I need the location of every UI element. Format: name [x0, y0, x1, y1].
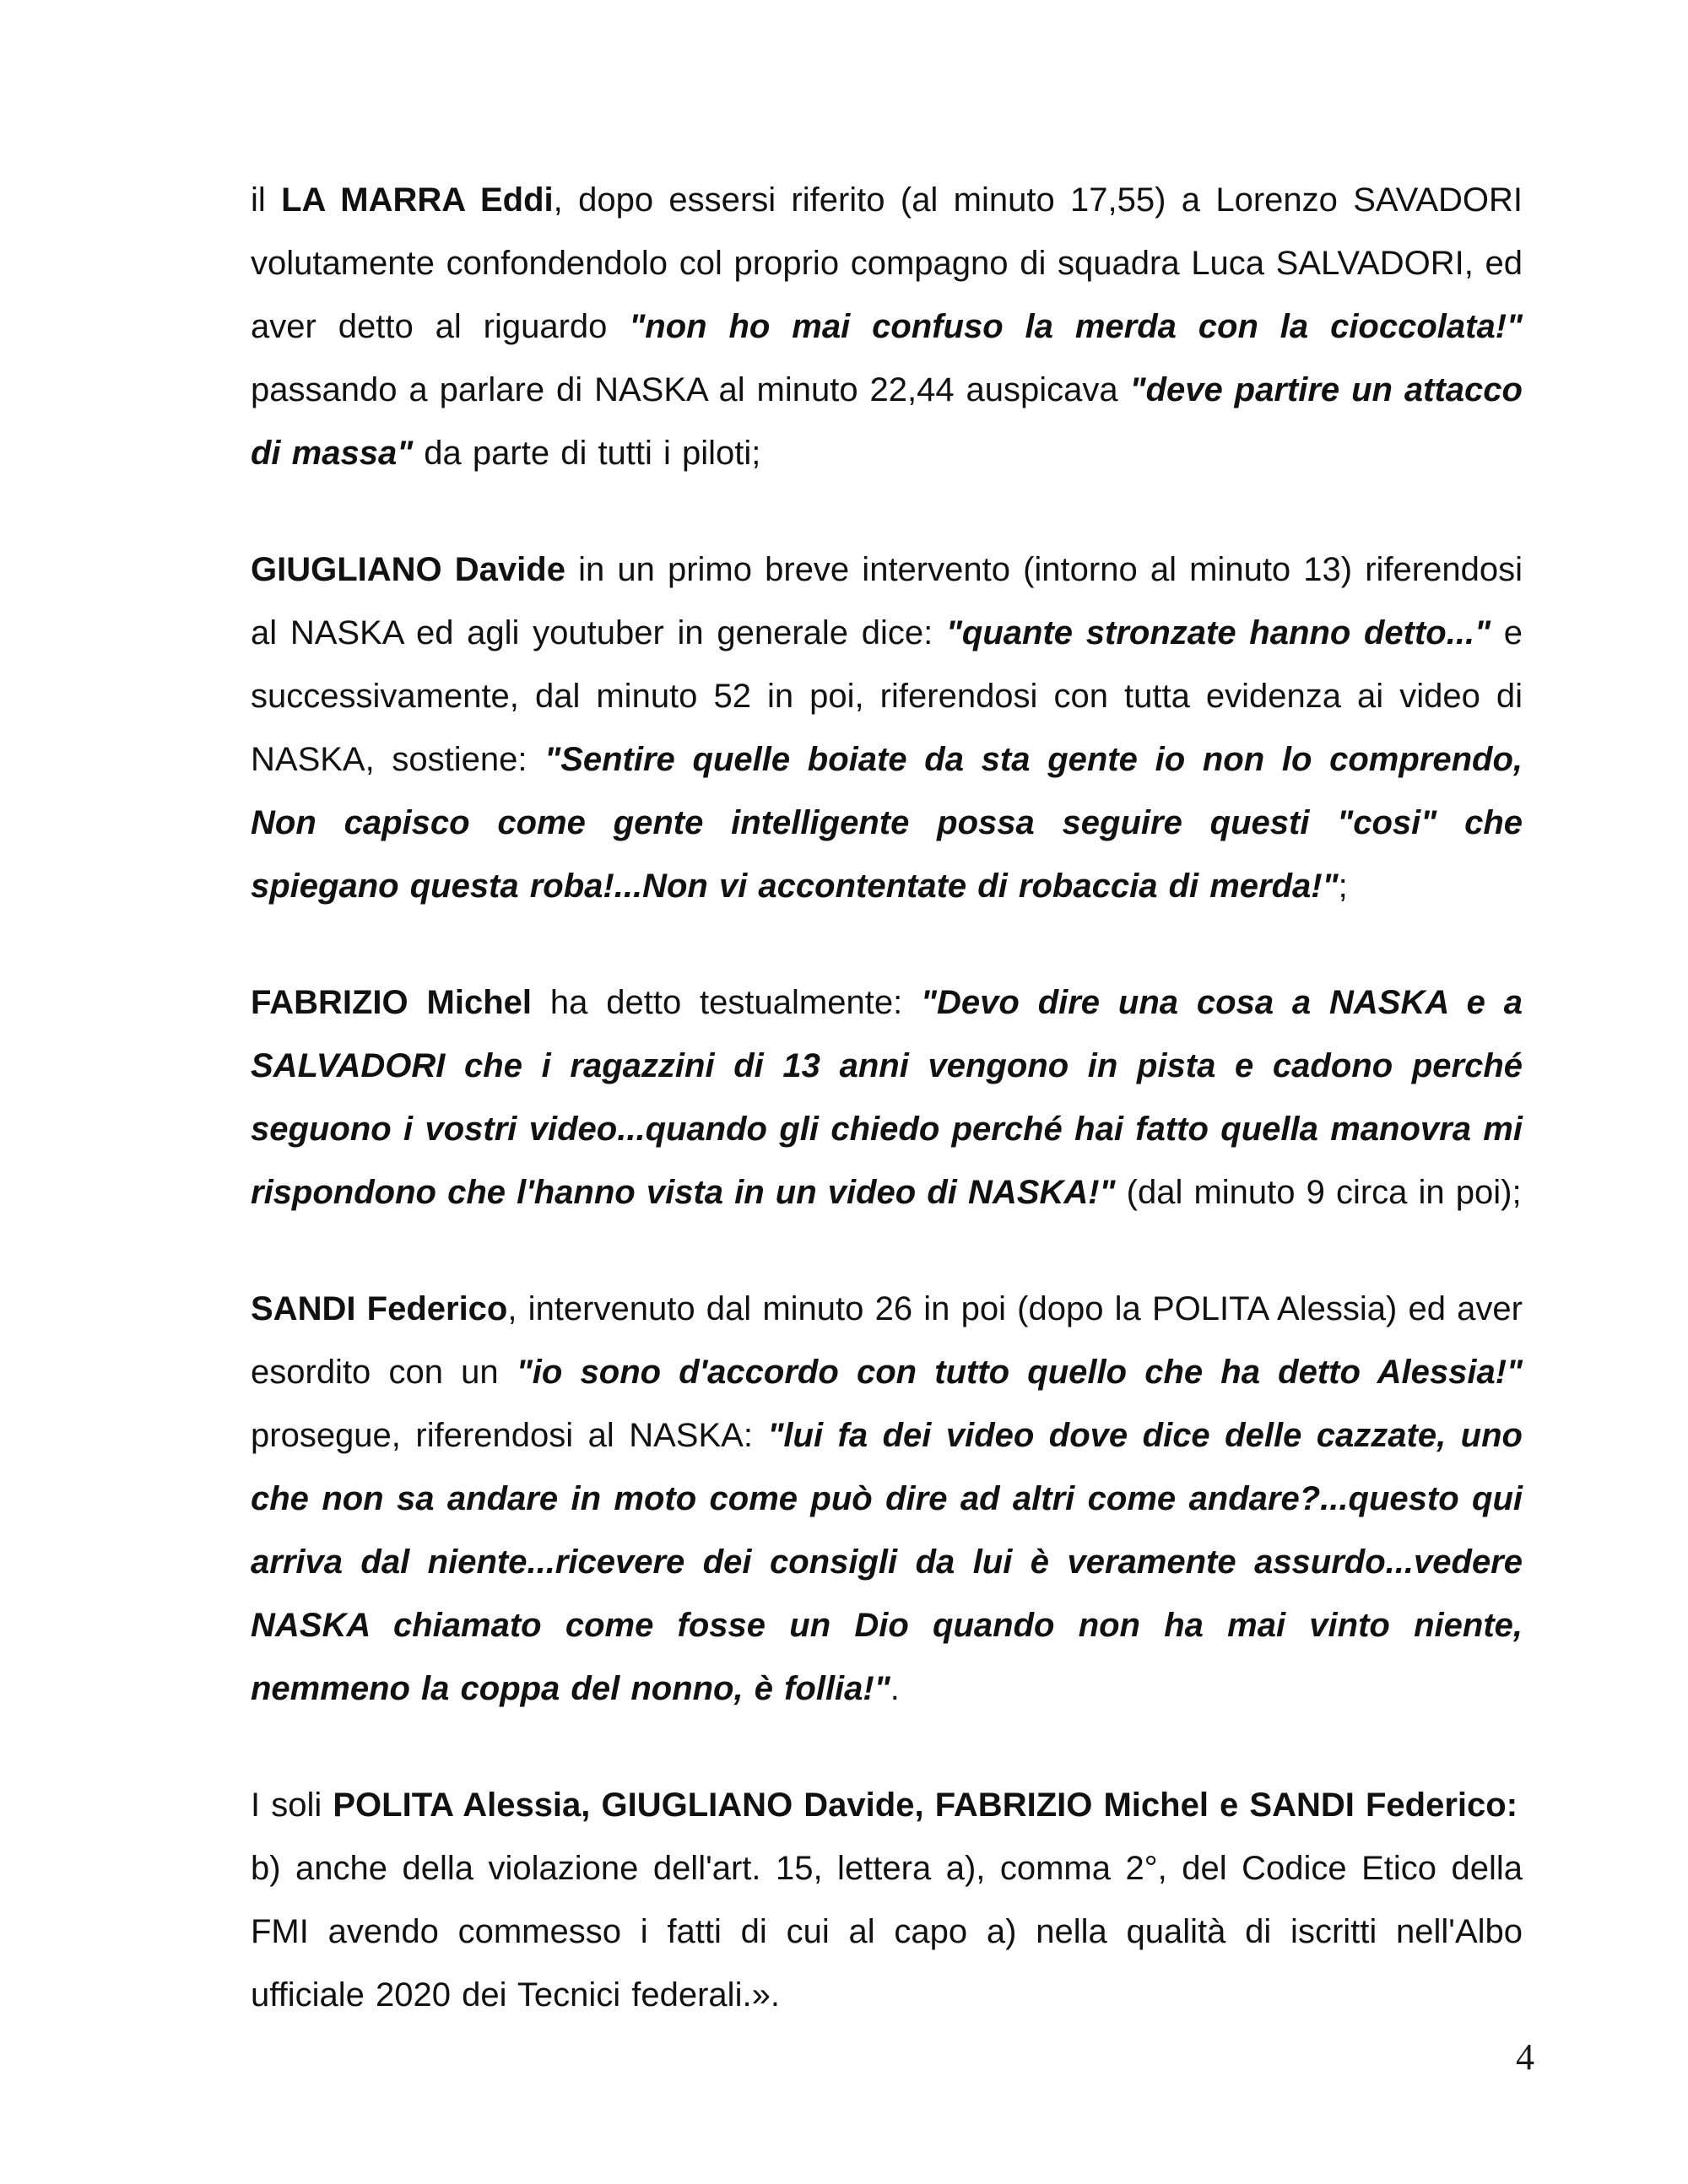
text-run-bold-italic: "deve partire un attacco di massa": [251, 371, 1523, 472]
text-run-bold-italic: "quante stronzate hanno detto...": [945, 614, 1491, 651]
text-run-bold: SANDI Federico: [251, 1290, 508, 1327]
text-run-regular: prosegue, riferendosi al NASKA:: [251, 1417, 768, 1454]
text-run-regular: ha detto testualmente:: [532, 984, 922, 1021]
paragraph-giugliano: [251, 538, 1523, 918]
text-run-bold: POLITA Alessia, GIUGLIANO Davide, FABRIZIO Michel e SANDI Federico:: [333, 1787, 1518, 1824]
text-run-bold-italic: "lui fa dei video dove dice delle cazzate, uno che non sa andare in moto come può dire ad altri come andare?...questo qui arriva dal niente...ricevere dei consigli da lui è veramente assurdo...vedere NASKA chiamato come fosse un Dio quando non ha mai vinto niente, nemmeno la coppa del nonno, è follia!": [251, 1417, 1523, 1707]
paragraph-fabrizio: [251, 971, 1523, 1224]
text-run-regular: il: [251, 181, 282, 219]
text-run-regular: e successivamente, dal minuto 52 in poi, riferendosi con tutta evidenza ai video di NASKA, sostiene:: [251, 614, 1523, 778]
paragraph-sandi: [251, 1278, 1523, 1721]
text-run-bold-italic: "non ho mai confuso la merda con la cioccolata!": [629, 308, 1523, 345]
text-run-bold-italic: "io sono d'accordo con tutto quello che ha detto Alessia!": [516, 1354, 1523, 1391]
text-run-regular: I soli: [251, 1787, 333, 1824]
text-run-regular: ;: [1338, 868, 1348, 905]
text-run-regular: (dal minuto 9 circa in poi);: [1115, 1174, 1522, 1211]
text-run-regular: .: [890, 1670, 900, 1707]
text-run-bold: FABRIZIO Michel: [251, 984, 532, 1021]
text-run-bold: LA MARRA Eddi: [281, 181, 554, 219]
text-run-regular: b) anche della violazione dell'art. 15, lettera a), comma 2°, del Codice Etico della FMI avendo commesso i fatti di cui al capo a) nella qualità di iscritti nell'Albo ufficiale 2020 dei Tecnici federali.».: [251, 1850, 1523, 2014]
text-run-bold: GIUGLIANO Davide: [251, 551, 565, 588]
document-body: [251, 169, 1523, 2080]
text-run-regular: , dopo essersi riferito (al minuto 17,55) a Lorenzo SAVADORI volutamente confondendolo col proprio compagno di squadra Luca SALVADORI, ed aver detto al riguardo: [251, 181, 1523, 345]
paragraph-i-soli: [251, 1774, 1523, 1837]
text-run-bold-italic: "Sentire quelle boiate da sta gente io non lo comprendo, Non capisco come gente intelligente possa seguire questi "cosi" che spiegano questa roba!...Non vi accontentate di robaccia di merda!": [251, 741, 1523, 905]
text-run-regular: passando a parlare di NASKA al minuto 22,44 auspicava: [251, 371, 1130, 408]
paragraph-violazione: [251, 1837, 1523, 2027]
text-run-regular: da parte di tutti i piloti;: [413, 435, 761, 472]
text-run-bold-italic: "Devo dire una cosa a NASKA e a SALVADORI che i ragazzini di 13 anni vengono in pista e cadono perché seguono i vostri video...quando gli chiedo perché hai fatto quella manovra mi rispondono che l'hanno vista in un video di NASKA!": [251, 984, 1523, 1211]
page-number: 4: [1516, 2036, 1534, 2078]
paragraph-la-marra: [251, 169, 1523, 485]
text-run-regular: in un primo breve intervento (intorno al minuto 13) riferendosi al NASKA ed agli youtuber in generale dice:: [251, 551, 1523, 651]
text-run-regular: , intervenuto dal minuto 26 in poi (dopo la POLITA Alessia) ed aver esordito con un: [251, 1290, 1523, 1391]
